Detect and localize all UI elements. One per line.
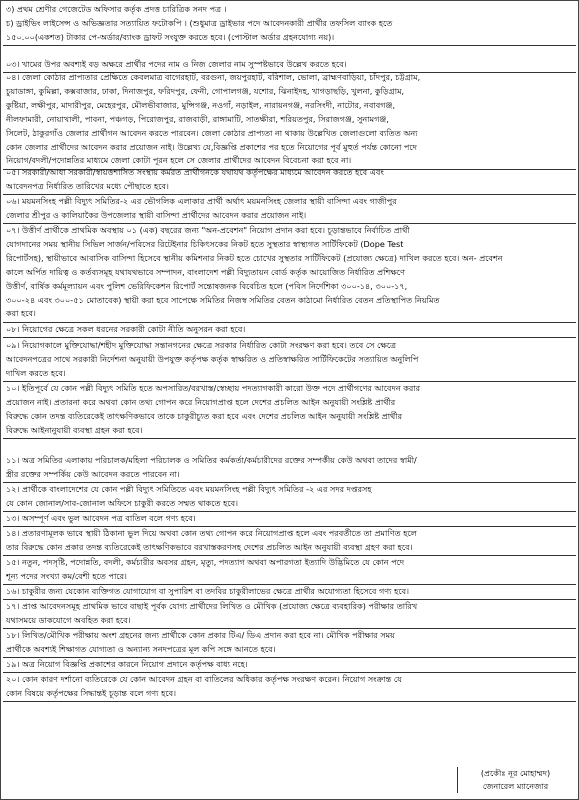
circular-item [6,58,573,72]
circular-item [6,3,573,45]
circular-item-line: ২০। কোন কারণ দর্শানো ব্যতিরেকে যে কোন আবেদন গ্রহন বা বাতিলের অধিকার কর্তৃপক্ষ সংরক্ষণ করেন। নিয়োগ সংক্রান্ত যে [6,674,402,684]
circular-item-line: ০৩। খামের উপর অবশ্যই বড় অক্ষরে প্রার্থীর পদের নাম ও নিজ জেলার নাম সুস্পষ্টভাবে উল্লেখ করতে হবে। [6,59,347,69]
circular-item [6,454,573,482]
circular-item-line: ১৫০.০০(একশত) টাকার পে-অর্ডার/ব্যাংক ড্রাফট সংযুক্ত করতে হবে। (পোস্টাল অর্ডার গ্রহনযোগ্য নয়)। [6,31,335,42]
circular-item-line: কুষ্টিয়া, লক্ষীপুর, মাদারীপুর, মেহেরপুর, মৌলভীবাজার, মুন্সিগঞ্জ, নওগাঁ, নড়াইল, নারায়নগঞ্জ, নরসিংদী, নাটোর, নবাবগঞ্জ, [6,99,396,110]
circular-item-line: রিপোর্টসহ), স্থায়ীভাবে আবাসিক বাসিন্দা হিসেবে স্থানীয় কমিশনার নিকট হতে চোখের সুস্থতার সার্টিফিকেট (প্রযোজ্য ক্ষেত্রে) দাখিল করতে হবে। অন- প্রবেশন [6,252,503,263]
signatory-title: জেনারেল ম্যানেজার [482,781,549,791]
circular-item-line: ১০। ইতিপূর্বে যে কোন পল্লী বিদ্যুৎ সমিতি হতে অপসারিত/বরখাস্ত/স্বেচ্ছায় পদত্যাগকারী কারো উক্ত পদে প্রার্থীগণের আবেদন করার [6,383,421,393]
circular-item-line: চুয়াডাঙ্গা, কুমিল্লা, কক্সবাজার, ঢাকা, দিনাজপুর, ফরিদপুর, ফেনী, গোপালগঞ্জ, যশোর, ঝিনাইদহ, খাগড়াছড়ি, খুলনা, কুড়িগ্রাম, [6,85,405,96]
circular-item [6,483,573,511]
circular-item [6,195,573,223]
circular-item-line: করা হবে। [6,308,36,319]
circular-item-line: ৩) প্রথম শ্রেণীর গেজেটেড অফিসার কর্তৃক প্রদত্ত চারিত্রিক সনদ পত্র । [6,4,227,14]
circular-item-line: যে কোন জোনাল/সাব-জোনাল অফিসে চাকুরী করতে সম্মত থাকতে হবে। [6,497,238,508]
signature-block [457,767,573,793]
circular-item-line: তার বিরুদ্ধে কোন প্রকার তদন্ত ব্যতিরেকেই তাৎক্ষণিকভাবে বরখাস্তকরণসহ দেশের প্রচলিত আইন অনুযায়ী ব্যবস্থা গ্রহণ করা হবে। [6,541,413,552]
circular-item-line: ০৭। উত্তীর্ণ প্রার্থীকে প্রাথমিক অবস্থায় ০১ (এক) বছরের জন্য "অন-প্রবেশন" নিয়োগ প্রদান করা হবে। চূড়ান্তভাবে নির্বাচিত প্রার্থী [6,225,410,235]
circular-item-line: ০৮। নিয়োগের ক্ষেত্রে সকল ধরনের সরকারী কোটা নীতি অনুসরন করা হবে। [6,324,246,334]
circular-item [6,323,573,337]
circular-item [6,224,573,321]
circular-item-line: সিলেট, ঠাকুরগাঁও জেলার প্রার্থীগন আবেদন করতে পারবেন। জেলা কোঠার প্রাপ্যতা না থাকায় উল্লেখিত জেলাগুলো ব্যতিত অন্য [6,127,418,138]
circular-item-line: কোন বিষয়ে কর্তৃপক্ষের সিদ্ধান্তই চূড়ান্ত বলে গণ্য হবে। [6,687,176,698]
circular-item-line: ১৩। অসম্পূর্ণ এবং ভুল আবেদন পত্র বাতিল বলে গণ্য হবে। [6,513,196,523]
circular-item [6,527,573,555]
circular-item-line: জেলার শ্রীপুর ও কালিয়াকৈর উপজেলার স্থায়ী বাসিন্দা প্রার্থীদের আবেদন করার প্রয়োজন নাই। [6,209,307,220]
circular-item-line: ০৬। ময়মনসিংহ পল্লী বিদ্যুৎ সমিতির-২ এর ভৌগলিক এলাকার প্রার্থী অর্থাৎ ময়মনসিংহ জেলার স্থায়ী বাসিন্দা এবং গাজীপুর [6,196,397,206]
circular-item [6,339,573,381]
circular-item-line: ১২। প্রার্থীকে বাংলাদেশের যে কোন পল্লী বিদ্যুৎ সমিতিতে এবং ময়মনসিংহ পল্লী বিদ্যুৎ সমিতির -২ এর সদর দপ্তরসহ [6,484,372,494]
circular-item-line: যথাসময়ে ডাকযোগে অবহিত করা হবে। [6,614,131,625]
circular-item [6,658,573,672]
circular-item-line: যোগদানের সময় স্থানীয় সিভিল সার্জন/পবিসের রিটেইনার চিকিৎসকের নিকট হতে সুস্থতার স্বাস্থ্যগত সার্টিফিকেট (Dope Test [6,238,404,249]
circular-item-line: প্রার্থীকে অবশ্যই শিক্ষাগত যোগ্যতা ও অন্যান্য সনদপত্রের মূল কপি সঙ্গে আনতে হবে। [6,643,276,654]
circular-item-line: ০৫। সরকারী/আধা সরকারী/স্বায়ত্তশাসিত সংস্থায় কর্মরত প্রার্থীগনকে যথাযথ কর্তৃপক্ষের মাধ্যমে আবেদন করতে হবে এবং [6,167,384,177]
circular-item-line: ১৭। প্রাপ্ত আবেদনসমূহ প্রাথমিক ভাবে বাছাই পূর্বক যোগ্য প্রার্থীদের লিখিত ও মৌখিক (প্রযোজ্য ক্ষেত্রে ব্যবহারিক) পরীক্ষার তারিখ [6,601,418,611]
circular-item-line: ১৮। লিখিত/মৌখিক পরীক্ষায় অংশ গ্রহনের জন্য প্রার্থীকে কোন প্রকার টিএ/ ডিএ প্রদান করা হবে না। মৌখিক পরীক্ষার সময় [6,630,395,640]
circular-item-line: প্রয়োজন নাই। প্রতারনা করে অথবা কোন তথ্য গোপন করে নিয়োগপ্রাপ্ত হলে দেশের প্রচলিত আইন অনুযায়ী সংশ্লিষ্ট প্রার্থীর [6,396,396,407]
circular-item [6,585,573,599]
circular-item [6,382,573,438]
item-divider [3,45,576,46]
item-divider [3,701,576,702]
circular-item-line: ১৪। প্রতারণামূলক ভাবে স্থায়ী ঠিকানা ভুল দিয়ে অথবা কোন তথ্য গোপন করে নিয়োগপ্রাপ্ত হলে এবং পরবর্তীতে তা প্রমাণিত হলে [6,528,417,538]
circular-item-line: নীলফামারী, নোয়াখালী, পাবনা, পঞ্চগড়, পিরোজপুর, রাজবাড়ী, রাঙ্গামাটি, সাতক্ষীরা, শরিয়তপুর, সিরাজগঞ্জ, সুনামগঞ্জ, [6,113,389,124]
circular-item [6,556,573,584]
circular-item-line: স্ত্রীর রক্তের সম্পর্কিয় কেউ আবেদন করতে পারবেন না। [6,468,180,479]
circular-item-line: বিরুদ্ধে কোন তদন্ত ব্যতিরেকেই তাৎক্ষণিকভাবে তাকে চাকুরীচ্যুত করা হবে এবং দেশের প্রচলিত আইন অনুযায়ী সংশ্লিষ্ট প্রার্থীর [6,410,403,421]
circular-item-line: আবেদনপত্র নির্ধারিত তারিখের মধ্যে পৌছাতে হবে। [6,180,169,191]
circular-item-line: উত্তীর্ণ, বার্ষিক কর্মমূল্যায়ন এবং পুলিশ ভেরিফিকেশন রিপোর্ট সন্তোষজনক বিবেচিত হলে (পবিস নির্দেশিকা ৩০০-১৪, ৩০০-১৭, [6,280,408,291]
circular-item-line: কোন জেলার প্রার্থীদের আবেদন করার প্রয়োজন নাই। উল্লেখ্য যে,বিজ্ঞপ্তি প্রকাশের পর হতে নিয়োগের পূর্ব মুহুর্ত পর্যন্ত কোনো পদে [6,141,417,152]
circular-item-line: ৩০০-২৪ এবং ৩০০-৫১ মোতাবেক) স্থায়ী করা হবে সাপেক্ষে সমিতির নিজস্ব সমিতির বেতন কাঠামো নির্ধারিত বেতন প্রতিস্থাপিত নিয়মিত [6,294,440,305]
circular-item-line: ১৬। চাকুরীর জন্য যেকোন ব্যক্তিগত যোগাযোগ বা সুপারিশ বা তদবির চাকুরীলাভের ক্ষেত্রে প্রার্থীর অযোগ্যতা হিসেবে গণ্য হবে। [6,586,410,596]
circular-item-line: বিরুদ্ধে আইনানুযায়ী ব্যবস্থা গ্রহন করা হবে। [6,424,143,435]
circular-item-line: কালে অর্পিত দায়িত্ব ও কর্তব্যসমূহ যথাযথভাবে সম্পাদন, বাংলাদেশ পল্লী বিদ্যুতায়ন বোর্ড কর্তৃক আয়োজিত নির্ধারিত প্রশিক্ষণে [6,266,405,277]
circular-item-line: ০৯। নিয়োগকালে মুক্তিযোদ্ধা/শহীদ মুক্তিযোদ্ধা সন্তানগনের ক্ষেত্রে সরকার নির্ধারিত কোটা সংরক্ষণ করা হবে। তবে সে ক্ষেত্রে [6,340,397,350]
circular-item-line: নিয়োগ/বদলী/পদোন্নতির মাধ্যমে জেলা কোটা পূরন হলে সে জেলার প্রার্থীদের আবেদন বিবেচনা করা হবে না। [6,155,352,166]
item-divider [3,438,576,439]
circular-item [6,166,573,194]
circular-item-line: ১৫। নতুন, পদসৃষ্টি, পদোন্নতি, বদলী, কর্মচারীর অবসর গ্রহন, মৃত্যু, পদত্যাগ অথবা অপারগতা ইত্যাদি উদ্ভিমিতে যে কোন পদে [6,557,405,567]
signatory-name: (প্রকৌঃ নূর মোহাম্মদ) [480,768,551,778]
circular-item-line: দাখিল করতে হবে। [6,367,66,378]
circular-item-line: ০৪। জেলা কোঠার প্রাপ্যতার প্রেক্ষিতে কেবলমাত্র বাগেরহাট, বরগুনা, জয়পুরহাট, বরিশাল, ভোলা, ব্রাহ্মণবাড়িয়া, চাঁদপুর, চট্টগ্রাম, [6,72,421,82]
circular-item-line: শূন্য পদের সংখ্যা কম/বেশী হতে পারে। [6,570,127,581]
circular-item [6,600,573,628]
circular-item-line: আবেদনপত্রের সাথে সরকারী নির্দেশনা অনুযায়ী উপযুক্ত কর্তৃপক্ষ কর্তৃক স্বাক্ষরিত ও প্রতিস্বাক্ষরিত সার্টিফিকেটের সত্যায়িত অনুলিপি [6,353,419,364]
circular-item [6,71,573,168]
circular-item-line: চ) ড্রাইভিং লাইসেন্স ও অভিজ্ঞতার সত্যায়িত ফটোকপি । (শুধুমাত্র ড্রাইভার পদে আবেদনকারী প্রার্থীর তফসিল ব্যাংক হতে [6,17,393,28]
circular-item [6,512,573,526]
circular-item [6,673,573,701]
circular-item-line: ১৯। অত্র নিয়োগ বিজ্ঞপ্তি প্রকাশের কারনে নিয়োগ প্রদানে কর্তৃপক্ষ বাধ্য নহে। [6,659,248,669]
circular-item-line: ১১। অত্র সমিতির এলাকায় পরিচালক/মহিলা পরিচালক ও সমিতির কর্মকর্তা/কর্মচারীদের রক্তের সম্পর্কীয় কেউ অথবা তাদের স্বামী/ [6,455,417,465]
circular-item [6,629,573,657]
